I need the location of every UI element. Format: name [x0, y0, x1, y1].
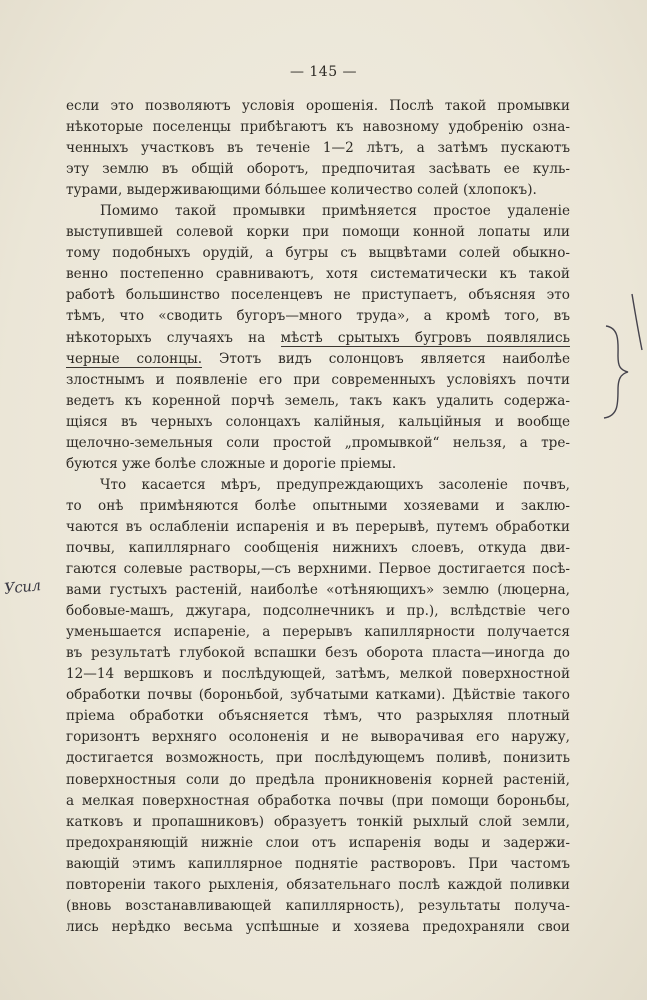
text-line: (вновь возстанавливающей капиллярность), результаты получа- — [66, 897, 570, 914]
text-line: выступившей солевой корки при помощи конной лопаты или — [66, 224, 570, 241]
text-line: горизонтъ верхняго осолоненія и не выворачивая его наружу, — [66, 729, 570, 746]
text-line: турами, выдерживающими бо́льшее количество солей (хлопокъ). — [66, 182, 537, 199]
text-segment: Этотъ видъ солонцовъ является наиболѣе — [202, 350, 570, 367]
text-line: почвы, капиллярнаго сообщенія нижнихъ слоевъ, откуда дви- — [66, 539, 570, 556]
text-line: Помимо такой промывки примѣняется простое удаленіе — [100, 203, 570, 220]
text-line: гаются солевые растворы,—съ верхними. Первое достигается посѣ- — [66, 561, 570, 578]
underlined-text: черные солонцы. — [66, 350, 203, 367]
text-line: предохраняющій нижніе слои отъ испаренія воды и задержи- — [66, 834, 570, 851]
text-line: вами густыхъ растеній, наиболѣе «отѣняющихъ» землю (люцерна, — [66, 582, 570, 599]
text-segment: нѣкоторыхъ случаяхъ на — [66, 329, 281, 346]
text-line: ченныхъ участковъ въ теченіе 1—2 лѣтъ, а затѣмъ пускаютъ — [66, 140, 570, 157]
text-line: вающій этимъ капиллярное поднятіе растворовъ. При частомъ — [66, 855, 570, 872]
text-line: то онѣ примѣняются болѣе опытными хозяевами и заклю- — [66, 497, 570, 514]
text-line: злостнымъ и появленіе его при современныхъ условіяхъ почти — [66, 371, 570, 388]
text-line: а мелкая поверхностная обработка почвы (при помощи бороньбы, — [66, 792, 570, 809]
text-line: щіяся въ черныхъ солонцахъ калійныя, кальційныя и вообще — [66, 413, 570, 430]
page-number: — 145 — — [289, 64, 358, 80]
curly-bracket-icon — [596, 322, 636, 422]
text-line: венно постепенно сравниваютъ, хотя систематически къ такой — [66, 266, 570, 283]
text-line: тому подобныхъ орудій, а бугры съ выцвѣтами солей обыкно- — [66, 245, 570, 262]
text-line: нѣкоторые поселенцы прибѣгаютъ къ навозному удобренію озна- — [66, 119, 570, 136]
text-line: лись нерѣдко весьма успѣшные и хозяева предохраняли свои — [66, 918, 570, 935]
text-line: щелочно-земельныя соли простой „промывкой“ нельзя, а тре- — [66, 434, 570, 451]
text-line: повтореніи такого рыхленія, обязательнаго послѣ каждой поливки — [66, 876, 570, 893]
text-line: катковъ и пропашниковъ) образуетъ тонкій рыхлый слой земли, — [66, 813, 570, 830]
text-line: чаются въ ослабленіи испаренія и въ перерывѣ, путемъ обработки — [66, 518, 570, 535]
text-line: тѣмъ, что «сводить бугоръ—много труда», а кромѣ того, въ — [66, 308, 570, 325]
text-line: пріема обработки объясняется тѣмъ, что разрыхляя плотный — [66, 708, 570, 725]
text-line: достигается возможность, при послѣдующемъ поливѣ, понизить — [66, 750, 570, 767]
text-line — [66, 349, 570, 370]
text-line: поверхностныя соли до предѣла проникновенія корней растеній, — [66, 771, 570, 788]
margin-handwritten-note: Усил — [3, 576, 42, 598]
text-line: если это позволяютъ условія орошенія. Послѣ такой промывки — [66, 98, 570, 114]
text-line — [66, 328, 570, 349]
text-line: бобовые-машъ, джугара, подсолнечникъ и пр.), вслѣдствіе чего — [66, 603, 570, 620]
body-text — [66, 96, 570, 938]
text-line: буются уже болѣе сложные и дорогіе пріемы. — [66, 455, 397, 472]
text-line: работѣ большинство поселенцевъ не приступаетъ, объясняя это — [66, 287, 570, 304]
text-line: Что касается мѣръ, предупреждающихъ засоленіе почвъ, — [100, 476, 570, 493]
text-line: 12—14 вершковъ и послѣдующей, затѣмъ, мелкой поверхностной — [66, 666, 570, 683]
text-line: уменьшается испареніе, а перерывъ капиллярности получается — [66, 624, 570, 641]
text-line: въ результатѣ глубокой вспашки безъ оборота пласта—иногда до — [66, 645, 570, 662]
text-line: обработки почвы (бороньбой, зубчатыми катками). Дѣйствіе такого — [66, 687, 570, 704]
text-line: эту землю въ общій оборотъ, предпочитая засѣвать ее куль- — [66, 161, 570, 178]
underlined-text: мѣстѣ срытыхъ бугровъ появлялись — [280, 329, 570, 346]
text-line: ведетъ къ коренной порчѣ земель, такъ какъ удалить содержа- — [66, 392, 570, 409]
